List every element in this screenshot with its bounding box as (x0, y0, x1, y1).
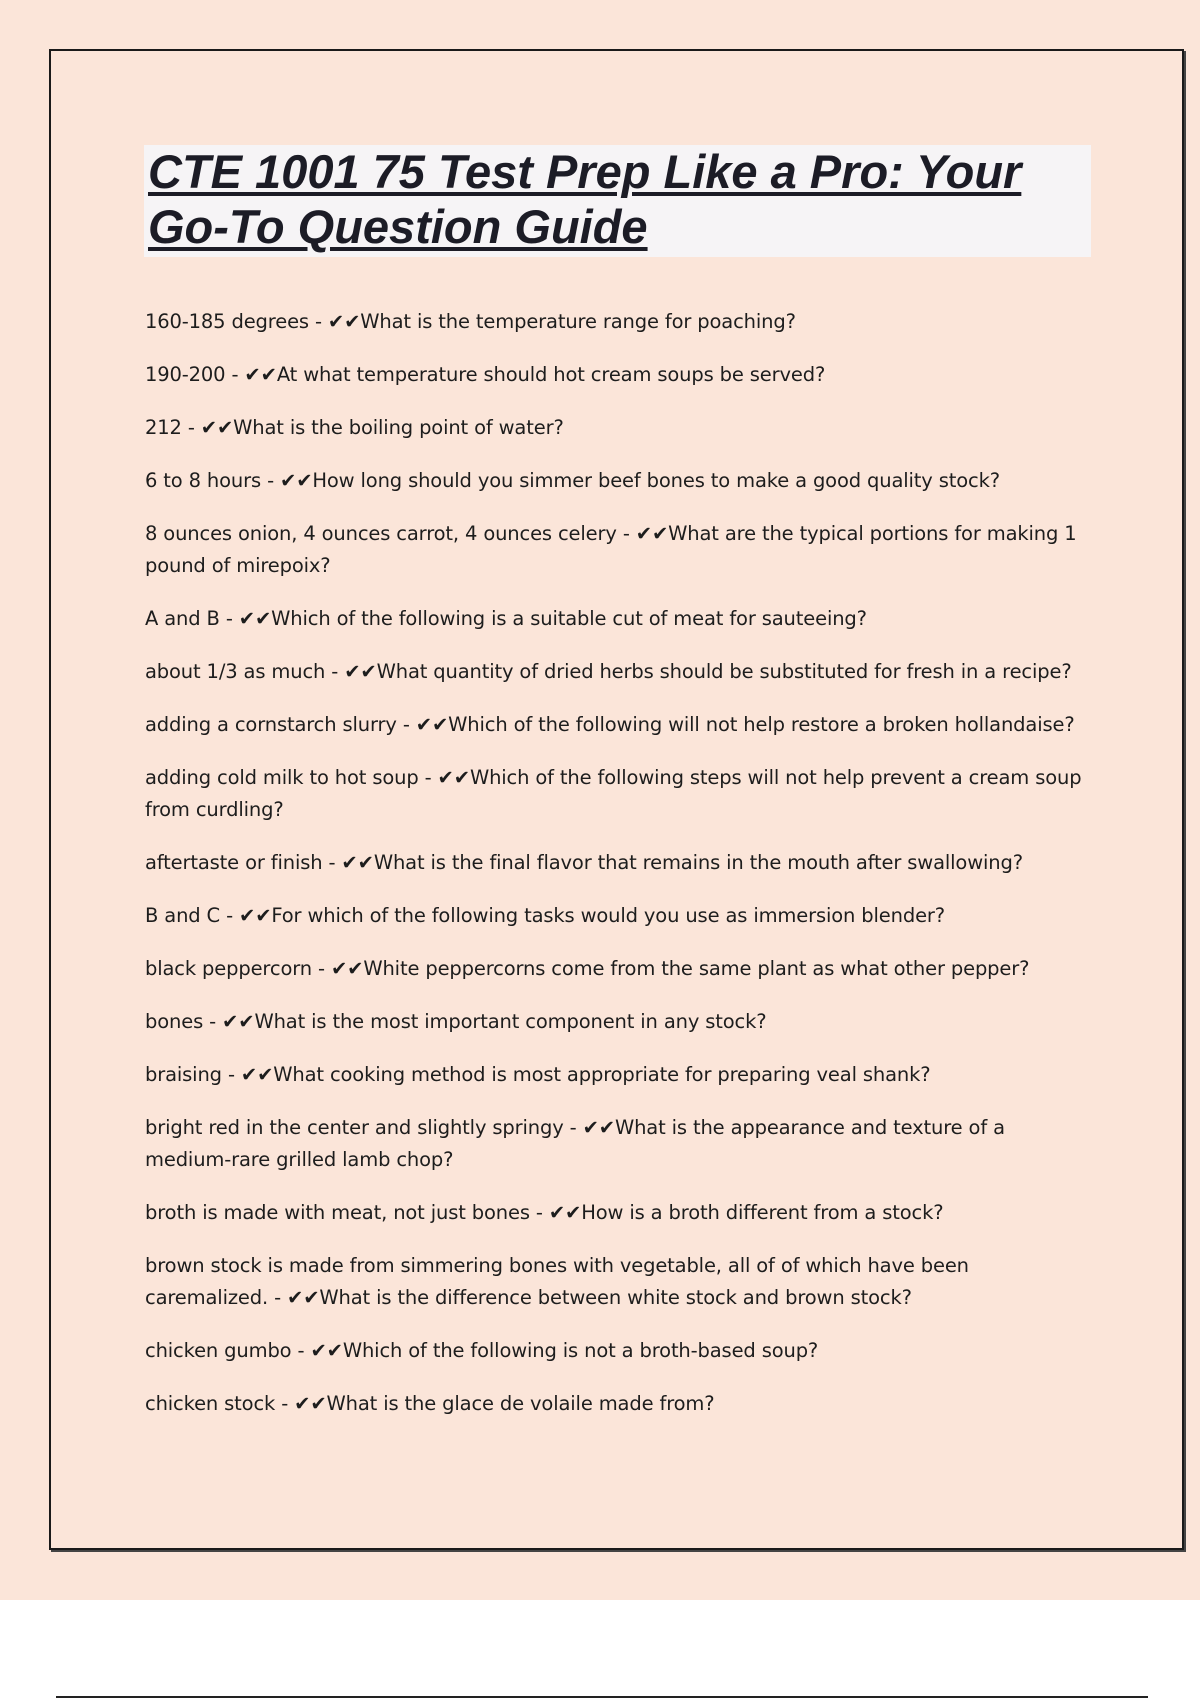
page-title: CTE 1001 75 Test Prep Like a Pro: Your Go-To Question Guide (148, 145, 1022, 253)
qa-question: White peppercorns come from the same plant as what other pepper? (363, 957, 1030, 980)
check-separator: - ✔✔ (219, 607, 272, 630)
qa-item (145, 518, 1085, 582)
qa-answer: 8 ounces onion, 4 ounces carrot, 4 ounces celery (145, 522, 617, 545)
qa-question: Which of the following is a suitable cut of meat for sauteeing? (271, 607, 867, 630)
qa-answer: 212 (145, 416, 182, 439)
qa-question: What is the glace de volaile made from? (326, 1392, 715, 1415)
qa-question: What is the most important component in any stock? (254, 1010, 767, 1033)
check-separator: - ✔✔ (322, 851, 374, 874)
qa-question: What are the typical portions for making 1 pound of mirepoix? (145, 522, 1077, 577)
check-separator: - ✔✔ (563, 1116, 615, 1139)
qa-question: Which of the following will not help restore a broken hollandaise? (448, 713, 1075, 736)
qa-item (145, 1250, 1085, 1314)
qa-question: Which of the following is not a broth-based soup? (342, 1339, 819, 1362)
check-separator: - ✔✔ (418, 766, 470, 789)
check-separator: - ✔✔ (181, 416, 234, 439)
qa-answer: bones (145, 1010, 204, 1033)
check-separator: - ✔✔ (268, 1286, 320, 1309)
check-separator: - ✔✔ (325, 660, 377, 683)
qa-question: Which of the following steps will not help prevent a cream soup from curdling? (145, 766, 1082, 821)
qa-question: At what temperature should hot cream soups be served? (276, 363, 826, 386)
check-separator: - ✔✔ (220, 904, 272, 927)
qa-answer: chicken stock (145, 1392, 276, 1415)
check-separator: - ✔✔ (396, 713, 449, 736)
qa-item (145, 1006, 1085, 1038)
qa-question: What is the final flavor that remains in the mouth after swallowing? (373, 851, 1023, 874)
qa-list (145, 306, 1085, 1441)
qa-question: How long should you simmer beef bones to make a good quality stock? (312, 469, 1000, 492)
qa-answer: brown stock is made from simmering bones with vegetable, all of of which have been caremalized. (145, 1254, 969, 1309)
check-separator: - ✔✔ (308, 310, 361, 333)
qa-question: For which of the following tasks would you use as immersion blender? (271, 904, 946, 927)
bottom-divider (56, 1696, 1148, 1698)
qa-question: What is the appearance and texture of a medium-rare grilled lamb chop? (145, 1116, 1005, 1171)
check-separator: - ✔✔ (221, 1063, 274, 1086)
qa-answer: bright red in the center and slightly springy (145, 1116, 564, 1139)
qa-answer: 6 to 8 hours (145, 469, 262, 492)
qa-answer: adding a cornstarch slurry (145, 713, 397, 736)
qa-item (145, 1059, 1085, 1091)
qa-item (145, 709, 1085, 741)
qa-item (145, 900, 1085, 932)
check-separator: - ✔✔ (275, 1392, 327, 1415)
qa-answer: aftertaste or finish (145, 851, 323, 874)
qa-answer: broth is made with meat, not just bones (145, 1201, 530, 1224)
qa-answer: 190-200 (145, 363, 226, 386)
qa-answer: braising (145, 1063, 222, 1086)
qa-question: What is the boiling point of water? (233, 416, 564, 439)
qa-question: How is a broth different from a stock? (581, 1201, 944, 1224)
check-separator: - ✔✔ (225, 363, 277, 386)
qa-question: What is the difference between white stock and brown stock? (319, 1286, 912, 1309)
qa-answer: B and C (145, 904, 221, 927)
qa-question: What is the temperature range for poaching? (360, 310, 796, 333)
qa-answer: about 1/3 as much (145, 660, 326, 683)
check-separator: - ✔✔ (311, 957, 364, 980)
qa-item (145, 762, 1085, 826)
qa-answer: 160-185 degrees (145, 310, 309, 333)
check-separator: - ✔✔ (529, 1201, 582, 1224)
qa-item (145, 603, 1085, 635)
qa-answer: A and B (145, 607, 220, 630)
qa-item (145, 1112, 1085, 1176)
check-separator: - ✔✔ (616, 522, 669, 545)
check-separator: - ✔✔ (291, 1339, 343, 1362)
qa-item (145, 1388, 1085, 1420)
qa-answer: chicken gumbo (145, 1339, 292, 1362)
qa-item (145, 306, 1085, 338)
qa-answer: black peppercorn (145, 957, 312, 980)
check-separator: - ✔✔ (261, 469, 313, 492)
qa-item (145, 847, 1085, 879)
qa-item (145, 465, 1085, 497)
qa-item (145, 412, 1085, 444)
qa-item (145, 1335, 1085, 1367)
qa-item (145, 359, 1085, 391)
qa-item (145, 1197, 1085, 1229)
qa-question: What quantity of dried herbs should be substituted for fresh in a recipe? (376, 660, 1072, 683)
qa-item (145, 953, 1085, 985)
qa-question: What cooking method is most appropriate for preparing veal shank? (273, 1063, 931, 1086)
qa-answer: adding cold milk to hot soup (145, 766, 419, 789)
qa-item (145, 656, 1085, 688)
check-separator: - ✔✔ (203, 1010, 255, 1033)
